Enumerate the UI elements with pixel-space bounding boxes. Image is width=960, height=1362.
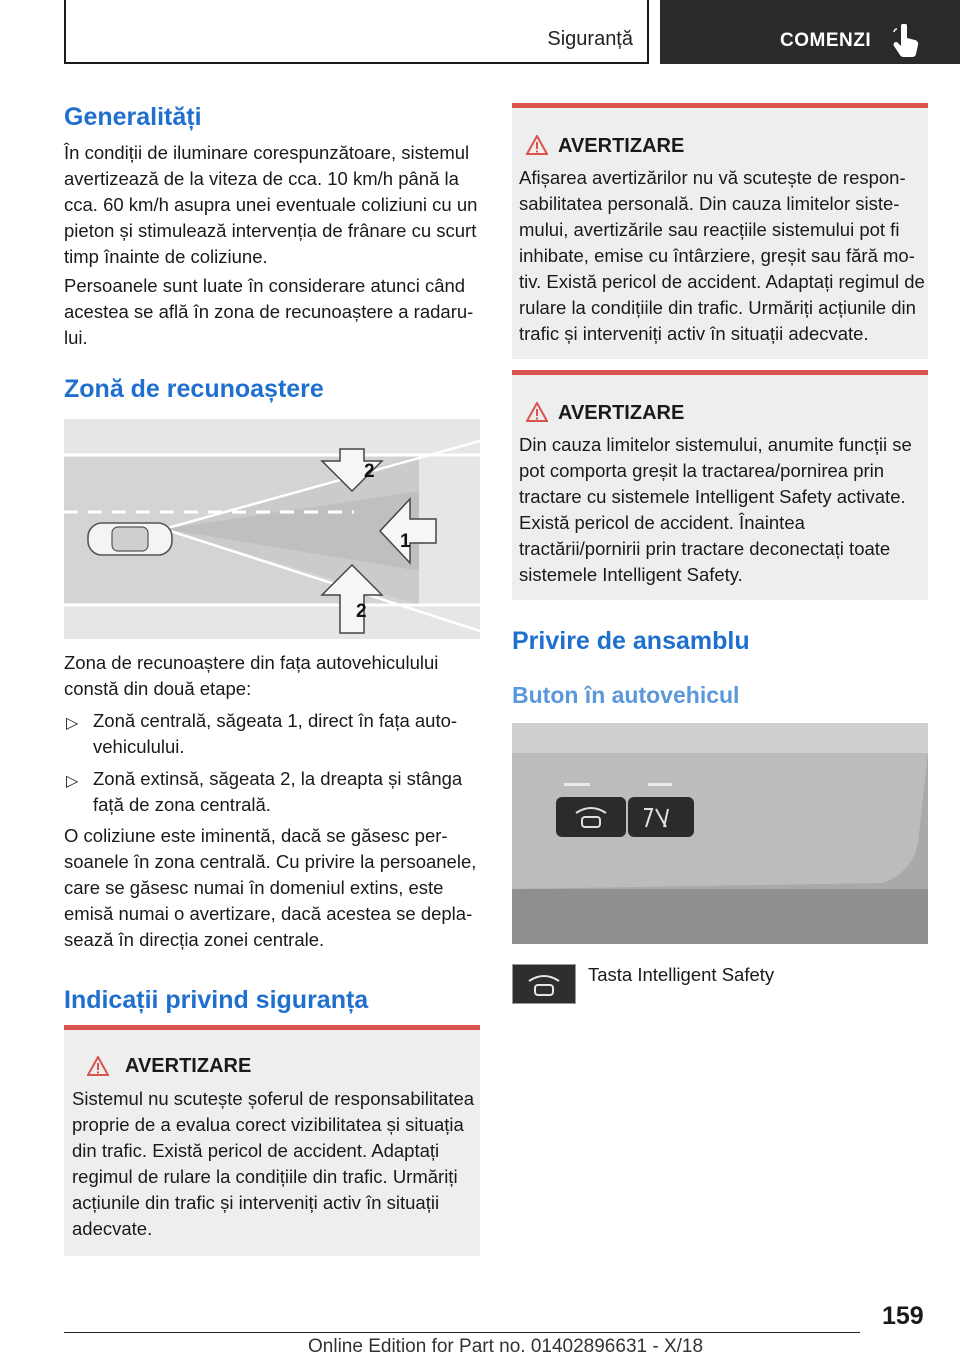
paragraph-zone-1: Zona de recunoaștere din fața autovehiculului constă din două etape:: [64, 652, 439, 699]
bullet-item-1: Zonă centrală, săgeata 1, direct în fața autovehiculului.: [93, 710, 458, 757]
heading-button-in-vehicle: Buton în autovehicul: [512, 682, 740, 708]
warning-triangle-icon: [87, 1056, 109, 1076]
heading-safety-notes: Indicații privind siguranța: [64, 986, 369, 1014]
arrow-label-1: 1: [400, 531, 411, 552]
page-number: 159: [882, 1302, 924, 1330]
warning-title: AVERTIZARE: [125, 1055, 252, 1077]
paragraph-general-1: În condiții de iluminare corespunzătoare, sistemul avertizează de la viteza de cca. 10 km/h până la cca. 60 km/h asupra unei eventuale coliziuni cu un pieton și stimulează intervenția de frânare cu scurt timp înainte de coliziune.: [64, 142, 478, 267]
warning-text: Afișarea avertizărilor nu vă scutește de responsabilitatea personală. Din cauza limitelor sistemului, avertizările sau reacțiile sistemului pot fi inhibate, emise cu întârziere, greșit sau fără motiv. Există pericol de accident. Adaptați regimul de rulare la condițiile din trafic. Urmăriți acțiunile din trafic și interveniți activ în situații adecvate.: [519, 167, 925, 344]
heading-recognition-zone: Zonă de recunoaștere: [64, 375, 324, 403]
paragraph-zone-2: O coliziune este iminentă, dacă se găsesc persoanele în zona centrală. Cu privire la persoanele, care se găsesc numai în domeniul extins, este emisă numai o avertizare, dacă acestea se deplasează în direcția zonei centrale.: [64, 825, 477, 950]
recognition-zone-diagram: [64, 419, 480, 639]
arrow-label-2-bottom: 2: [356, 601, 367, 622]
warning-text: Sistemul nu scutește șoferul de responsabilitatea proprie de a evalua corect vizibilitatea și situația din trafic. Există pericol de accident. Adaptați regimul de rulare la condițiile din trafic. Urmăriți acțiunile din trafic și interveniți activ în situații adecvate.: [72, 1088, 475, 1239]
warning-triangle-icon: [526, 135, 548, 155]
warning-box-right-2: [512, 370, 928, 600]
warning-box-left: [64, 1025, 480, 1256]
car-icon: [88, 523, 172, 555]
warning-title: AVERTIZARE: [558, 402, 685, 424]
header-tab-comenzi[interactable]: [660, 0, 960, 64]
paragraph-general-2: Persoanele sunt luate în considerare atunci când acestea se află în zona de recunoaștere a radarului.: [64, 275, 474, 348]
warning-triangle-icon: [526, 402, 548, 422]
bullet-item-2: Zonă extinsă, săgeata 2, la dreapta și stânga față de zona centrală.: [93, 768, 463, 815]
heading-general: Generalități: [64, 103, 202, 131]
hand-pointer-icon: [892, 24, 922, 58]
intelligent-safety-key-icon: [512, 964, 576, 1004]
header-section-box: [64, 0, 649, 64]
warning-title: AVERTIZARE: [558, 135, 685, 157]
bullet-marker-2: ▷: [66, 773, 79, 790]
warning-box-right-1: [512, 103, 928, 359]
arrow-label-2-top: 2: [364, 461, 375, 482]
button-panel-photo: [512, 723, 928, 944]
header-section-title: Siguranță: [547, 28, 633, 50]
heading-overview: Privire de ansamblu: [512, 627, 750, 655]
figure-recognition-zone: [64, 419, 480, 639]
footer-divider: [64, 1332, 860, 1333]
header-tab-label: COMENZI: [780, 30, 872, 51]
bullet-marker-1: ▷: [66, 715, 79, 732]
key-label: Tasta Intelligent Safety: [588, 964, 775, 985]
footer-edition: Online Edition for Part no. 01402896631 - X/18: [308, 1336, 704, 1357]
figure-button-in-vehicle: [512, 723, 928, 944]
warning-text: Din cauza limitelor sistemului, anumite funcții se pot comporta greșit la tractarea/pornirea prin tractare cu sistemele Intelligent Safety activate. Există pericol de accident. Înaintea tractării/pornirii prin tractare deconectați toate sistemele Intelligent Safety.: [519, 434, 912, 585]
